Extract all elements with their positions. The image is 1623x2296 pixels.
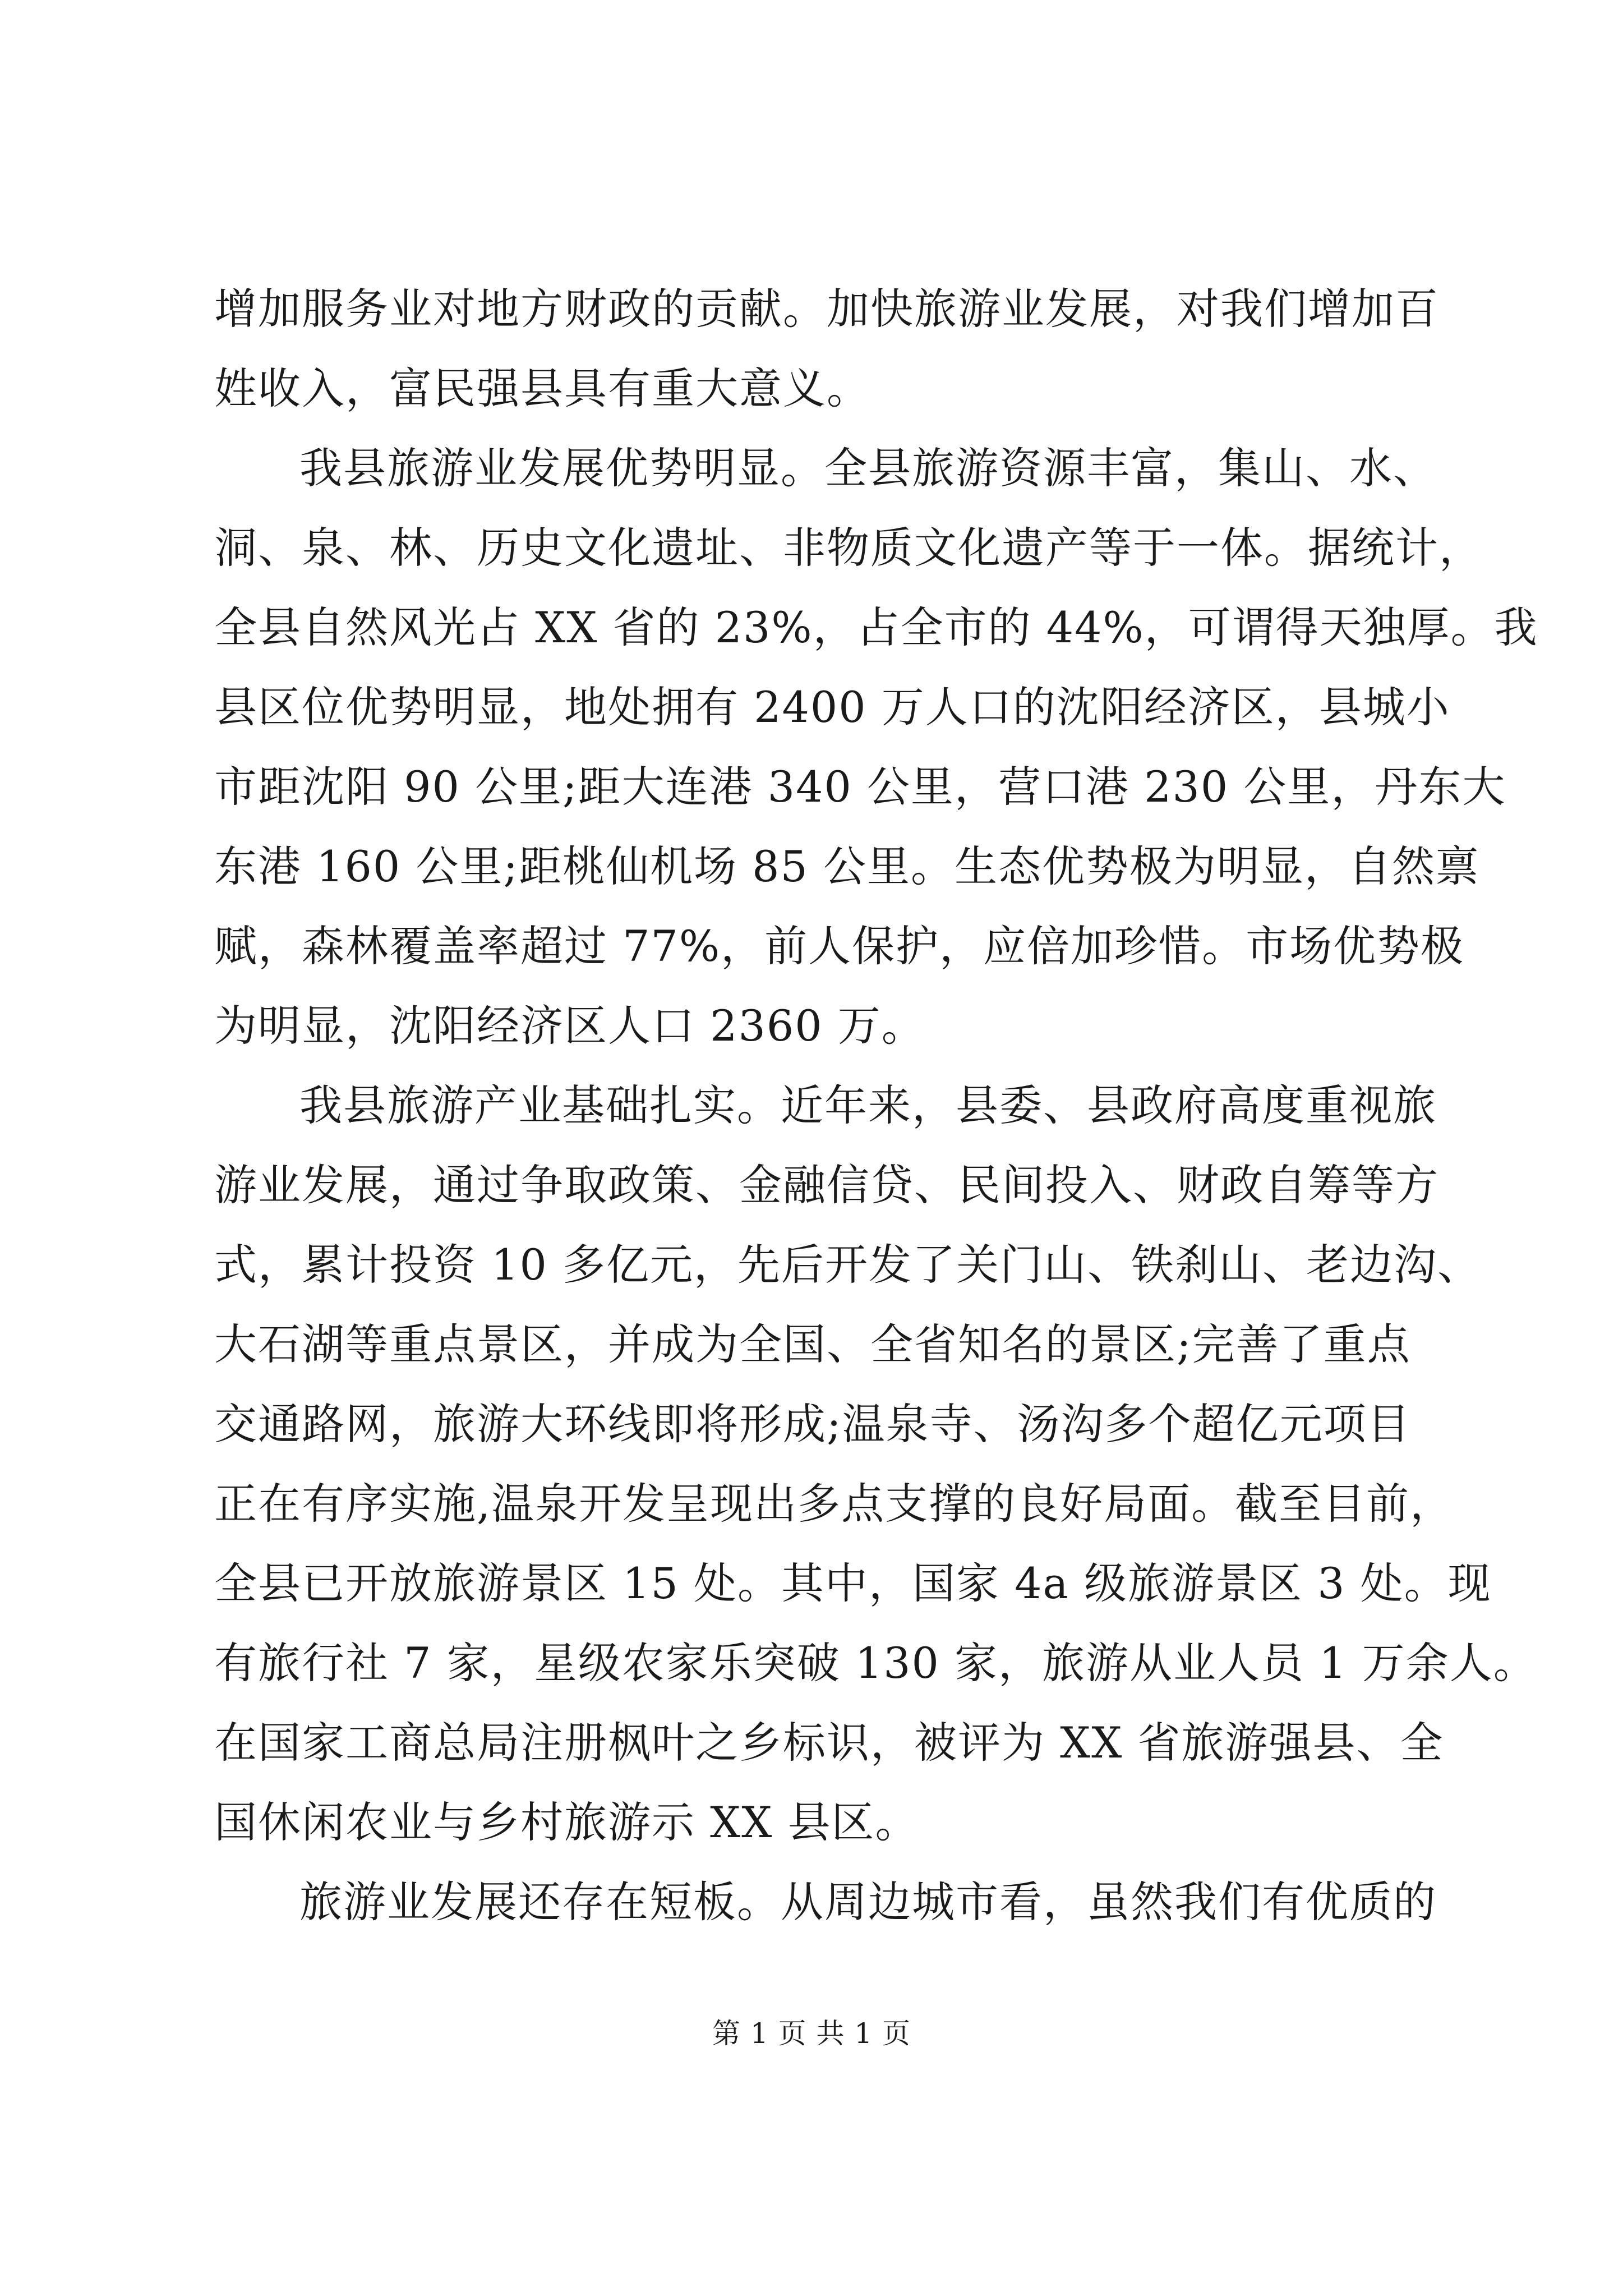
text-line: 国休闲农业与乡村旅游示 XX 县区。 [214,1797,919,1847]
text-line: 全县已开放旅游景区 15 处。其中，国家 4a 级旅游景区 3 处。现 [214,1558,1492,1608]
text-line: 洞、泉、林、历史文化遗址、非物质文化遗产等于一体。据统计， [214,523,1483,573]
text-line: 市距沈阳 90 公里;距大连港 340 公里，营口港 230 公里，丹东大 [214,762,1506,812]
text-line: 东港 160 公里;距桃仙机场 85 公里。生态优势极为明显，自然禀 [214,841,1480,891]
text-line: 为明显，沈阳经济区人口 2360 万。 [214,1001,925,1051]
paragraph [214,429,1538,1066]
text-line: 赋，森林覆盖率超过 77%，前人保护，应倍加珍惜。市场优势极 [214,921,1465,971]
text-line: 我县旅游产业基础扎实。近年来，县委、县政府高度重视旅 [299,1080,1437,1130]
text-line: 旅游业发展还存在短板。从周边城市看，虽然我们有优质的 [299,1877,1437,1927]
page-footer [0,2011,1623,2051]
text-line: 我县旅游业发展优势明显。全县旅游资源丰富，集山、水、 [299,443,1437,493]
text-line: 在国家工商总局注册枫叶之乡标识，被评为 XX 省旅游强县、全 [214,1718,1444,1768]
text-line: 正在有序实施,温泉开发呈现出多点支撑的良好局面。截至目前， [214,1479,1454,1529]
text-line: 交通路网，旅游大环线即将形成;温泉寺、汤沟多个超亿元项目 [214,1399,1411,1449]
text-line: 游业发展，通过争取政策、金融信贷、民间投入、财政自筹等方 [214,1160,1439,1210]
text-line: 大石湖等重点景区，并成为全国、全省知名的景区;完善了重点 [214,1319,1411,1369]
paragraph [214,269,1439,429]
text-line: 有旅行社 7 家，星级农家乐突破 130 家，旅游从业人员 1 万余人。 [214,1638,1537,1688]
text-line: 增加服务业对地方财政的贡献。加快旅游业发展，对我们增加百 [214,284,1439,334]
paragraph [214,1862,1437,1942]
text-line: 式，累计投资 10 多亿元，先后开发了关门山、铁刹山、老边沟、 [214,1240,1482,1290]
text-line: 姓收入，富民强县具有重大意义。 [214,364,870,413]
document-body [214,269,1538,1942]
text-line: 全县自然风光占 XX 省的 23%，占全市的 44%，可谓得天独厚。我 [214,602,1538,652]
paragraph [214,1066,1537,1862]
page-number-label: 第 1 页 共 1 页 [712,2017,911,2050]
text-line: 县区位优势明显，地处拥有 2400 万人口的沈阳经济区，县城小 [214,682,1450,732]
